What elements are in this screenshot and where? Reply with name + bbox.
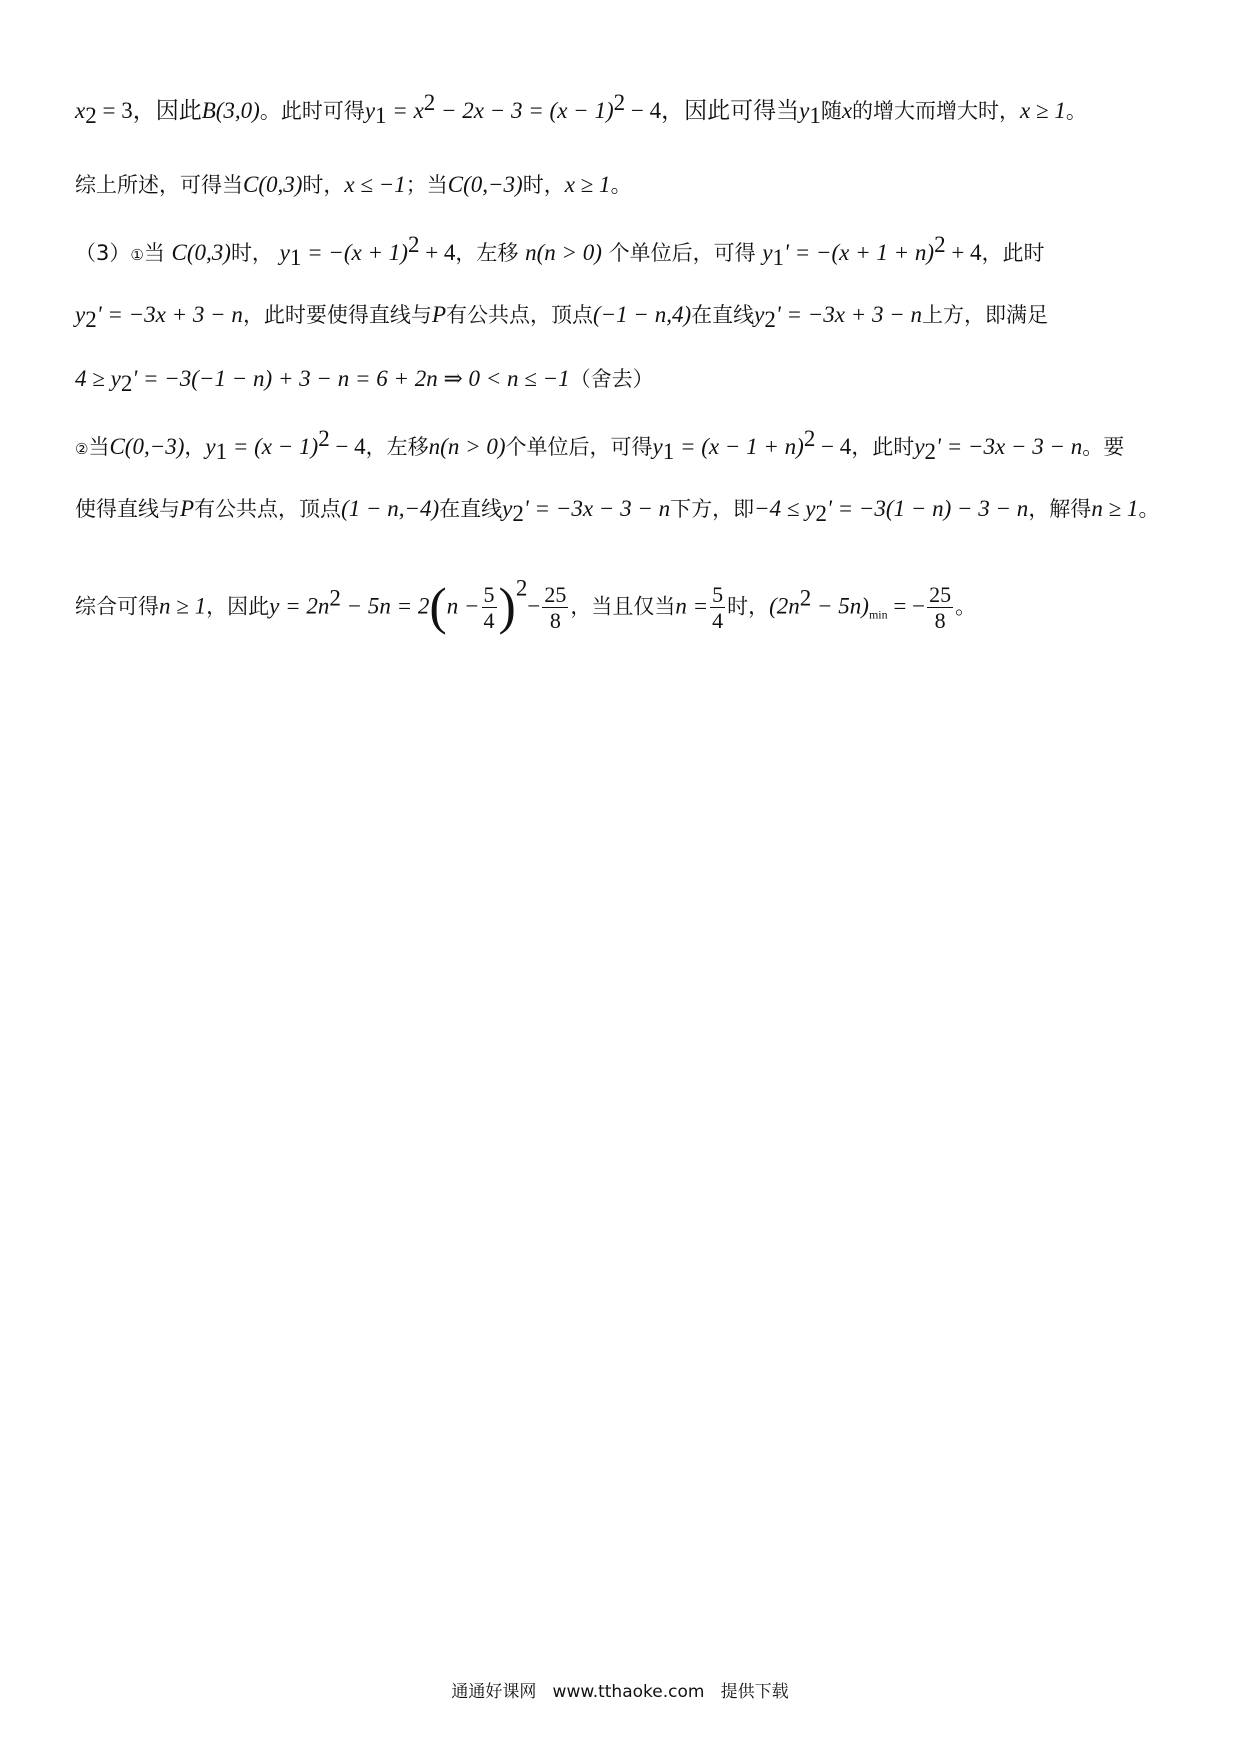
footer-suffix: 提供下载 <box>720 1682 789 1702</box>
solution-line-7: 使得直线与P有公共点，顶点(1 − n,−4)在直线$y_2' = -3x - 3 - n$下方，即$-4 \le y_2' = -3(1 - n) - 3 - n$，解得n ≥ 1。 <box>75 496 1160 527</box>
fraction-5-4-b: $\frac{5}{4}$ <box>712 582 724 633</box>
solution-line-1: $x_2 = 3$，因此B(3,0)。此时可得$y_1 = x^2 - 2x - 3 = (x - 1)^2 - 4$，因此可得当$y_1$随x的增大而增大时，x ≥ 1。 <box>75 90 1087 129</box>
fraction-25-8: $\frac{25}{8}$ <box>544 582 567 633</box>
fraction-25-8-b: $\frac{25}{8}$ <box>929 582 952 633</box>
fraction-5-4: $\frac{5}{4}$ <box>483 582 495 633</box>
solution-line-8: 综合可得n ≥ 1，因此$y = 2n^2 - 5n = 2(n$ − $\frac{5}{4}$ )$^2$− $\frac{25}{8}$ ，当且仅当n = $\frac{5}{4}$ 时，$(2n^2 - 5n)_{min}$ = − $\frac{25}{8}$ 。 <box>75 575 977 636</box>
solution-line-3: （3）①当 C(0,3)时， $y_1 = -(x + 1)^2 + 4$，左移 n(n > 0) 个单位后，可得 $y_1' = -(x + 1 + n)^2 + 4$，此时 <box>75 232 1045 271</box>
solution-line-2: 综上所述，可得当C(0,3)时，x ≤ −1；当C(0,−3)时，x ≥ 1。 <box>75 172 632 197</box>
solution-line-6: ②当C(0,−3)，$y_1 = (x - 1)^2 - 4$，左移n(n > 0)个单位后，可得$y_1 = (x - 1 + n)^2 - 4$，此时$y_2' = -3x - 3 - n$。要 <box>75 426 1125 465</box>
circled-number-1: ① <box>130 246 144 264</box>
footer-site-name: 通通好课网 <box>451 1682 537 1702</box>
big-right-paren: ) <box>498 578 516 636</box>
page-footer <box>0 1677 1240 1702</box>
circled-number-2: ② <box>75 440 89 458</box>
solution-line-4: $y_2' = -3x + 3 - n$，此时要使得直线与P有公共点，顶点(−1 − n,4)在直线$y_2' = -3x + 3 - n$上方，即满足 <box>75 302 1049 333</box>
big-left-paren: ( <box>429 578 447 636</box>
footer-url: www.tthaoke.com <box>552 1682 705 1702</box>
solution-line-5: $4 \ge y_2' = -3(-1 - n) + 3 - n = 6 + 2n$ ⇒ 0 < n ≤ −1（舍去） <box>75 366 654 397</box>
